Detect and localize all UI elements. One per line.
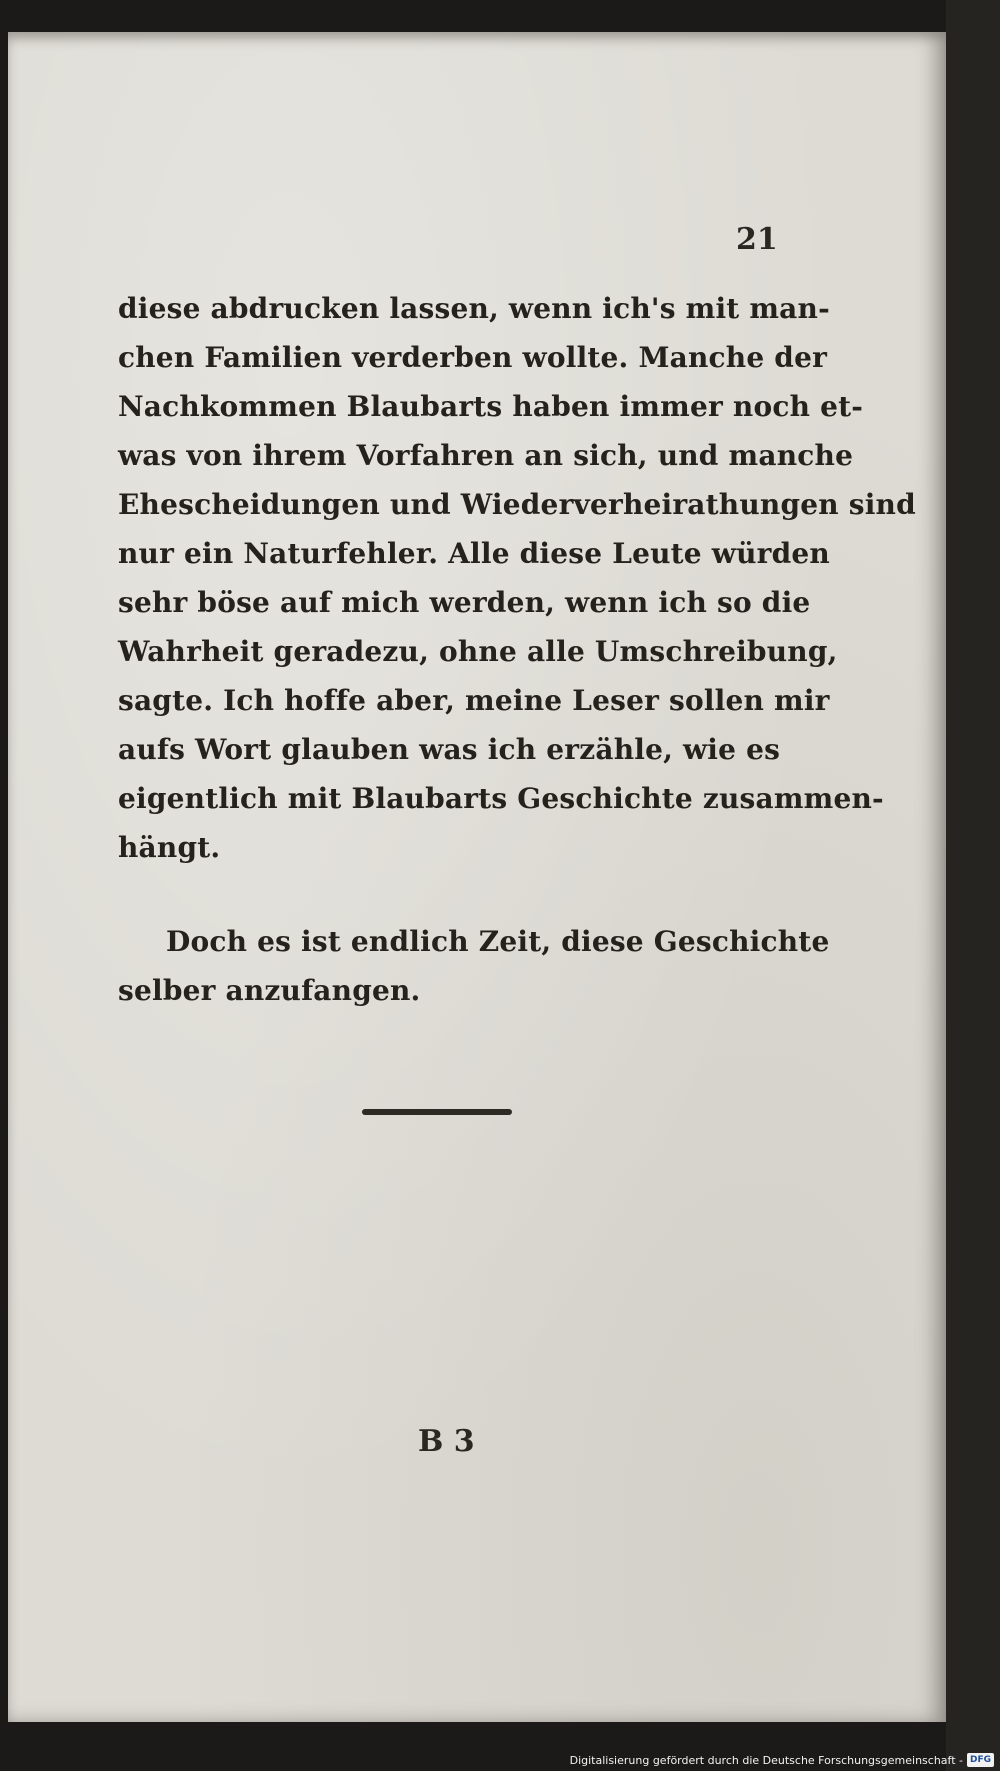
text-line: Nachkommen Blaubarts haben immer noch et- xyxy=(118,390,864,423)
book-page xyxy=(8,32,946,1722)
text-line: chen Familien verderben wollte. Manche der xyxy=(118,341,828,374)
credit-text: Digitalisierung gefördert durch die Deutsche Forschungsgemeinschaft - xyxy=(569,1753,963,1767)
text-line: Ehescheidungen und Wiederverheirathungen sind xyxy=(118,488,916,521)
text-line: Wahrheit geradezu, ohne alle Umschreibung, xyxy=(118,635,838,668)
text-line: was von ihrem Vorfahren an sich, und manche xyxy=(118,439,854,472)
printer-signature: B 3 xyxy=(418,1424,475,1459)
paragraph-gap xyxy=(118,872,768,917)
text-line: eigentlich mit Blaubarts Geschichte zusammen- xyxy=(118,782,884,815)
scan-border xyxy=(946,0,1000,1771)
page-number: 21 xyxy=(736,222,778,257)
text-line: nur ein Naturfehler. Alle diese Leute würden xyxy=(118,537,830,570)
digitization-credit xyxy=(570,1751,994,1769)
section-divider xyxy=(362,1109,512,1115)
text-line: diese abdrucken lassen, wenn ich's mit man- xyxy=(118,292,830,325)
body-text xyxy=(118,284,916,1015)
text-line: selber anzufangen. xyxy=(118,974,421,1007)
text-line: hängt. xyxy=(118,831,221,864)
text-line: Doch es ist endlich Zeit, diese Geschichte xyxy=(166,925,830,958)
dfg-logo-icon: DFG xyxy=(967,1753,994,1767)
text-line: aufs Wort glauben was ich erzähle, wie es xyxy=(118,733,781,766)
text-line: sehr böse auf mich werden, wenn ich so die xyxy=(118,586,811,619)
text-line: sagte. Ich hoffe aber, meine Leser sollen mir xyxy=(118,684,830,717)
